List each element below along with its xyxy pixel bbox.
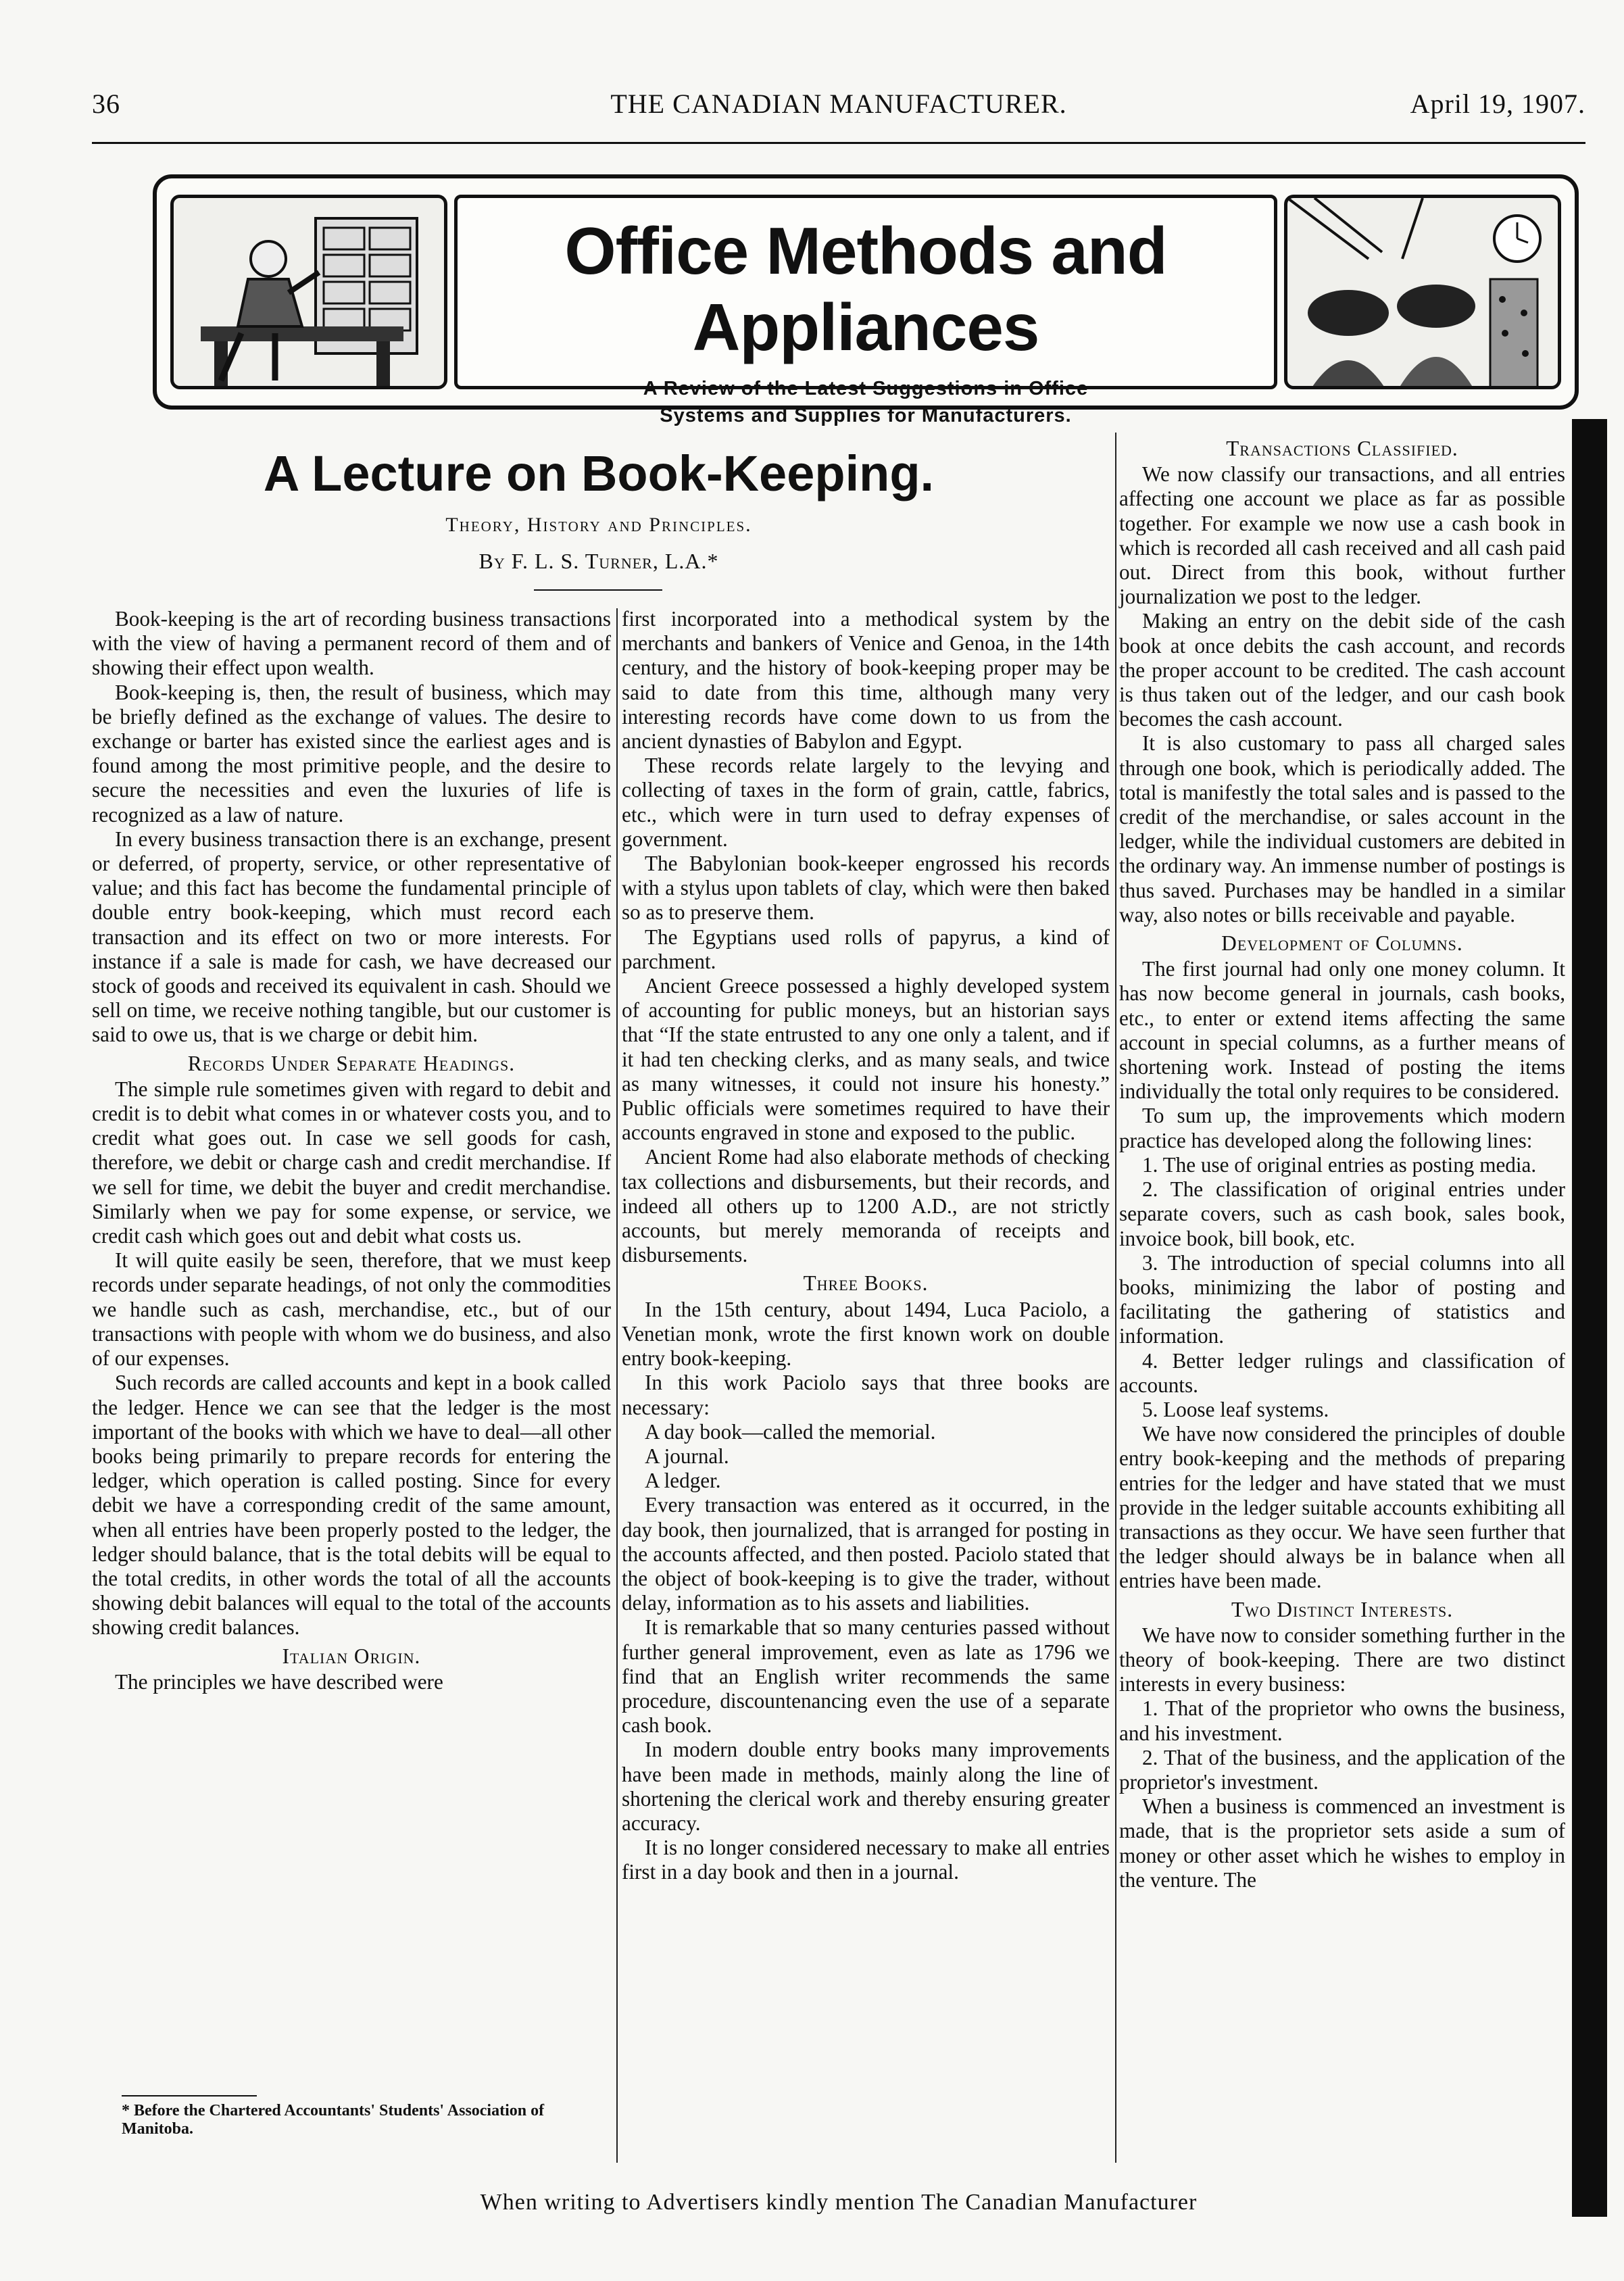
paragraph: first incorporated into a methodical system by the merchants and bankers of Venice and Genoa, in the 14th century, and the history of book-keeping proper may be said to date from this time, although many very interesting records have come down to us from the ancient dynasties of Babylon and Egypt.: [622, 607, 1110, 754]
section-banner: [153, 174, 1579, 426]
banner-subtitle-line1: A Review of the Latest Suggestions in Office: [643, 378, 1089, 399]
section-heading: Italian Origin.: [282, 1644, 421, 1668]
page-footer: When writing to Advertisers kindly mention The Canadian Manufacturer: [480, 2190, 1198, 2215]
paragraph: The Babylonian book-keeper engrossed his records with a stylus upon tablets of clay, which were then baked so as to preserve them.: [622, 852, 1110, 925]
workers-illustration-icon: [1287, 198, 1558, 389]
column-1: [92, 607, 611, 1694]
paragraph: The simple rule sometimes given with regard to debit and credit is to debit what comes in or whatever costs you, and to credit what goes out. In case we sell goods for cash, therefore, we debit or charge cash and credit merchandise. If we sell for time, we debit the buyer and credit merchandise. Similarly when we pay for some expense, or service, we credit cash which goes out and debit what costs us.: [92, 1077, 611, 1248]
section-heading: Records Under Separate Headings.: [187, 1051, 516, 1075]
list-item: 4. Better ledger rulings and classification of accounts.: [1119, 1348, 1565, 1397]
column-2: [622, 607, 1110, 1885]
paragraph: In this work Paciolo says that three books are necessary:: [622, 1371, 1110, 1419]
paragraph: Ancient Rome had also elaborate methods of checking tax collections and disbursements, but their records, and indeed all others up to 1200 A.D., are not strictly accounts, but merely memoranda of receipts and disbursements.: [622, 1145, 1110, 1267]
section-heading: Transactions Classified.: [1226, 437, 1458, 460]
list-item: A journal.: [645, 1444, 729, 1468]
paragraph: In modern double entry books many improvements have been made in methods, mainly along the line of shortening the clerical work and thereby ensuring greater accuracy.: [622, 1738, 1110, 1835]
list-item: 1. The use of original entries as posting media.: [1142, 1152, 1537, 1177]
paragraph: It will quite easily be seen, therefore, that we must keep records under separate headings, of not only the commodities we handle such as cash, merchandise, etc., but of our transactions with people with whom we do business, and also of our expenses.: [92, 1248, 611, 1371]
byline-rule: [534, 589, 662, 591]
paragraph: When a business is commenced an investment is made, that is the proprietor sets aside a sum of money or other asset which he wishes to employ in the venture. The: [1119, 1794, 1565, 1892]
list-item: A day book—called the memorial.: [645, 1419, 936, 1444]
paragraph: Every transaction was entered as it occurred, in the day book, then journalized, that is arranged for posting in the accounts affected, and then posted. Paciolo stated that the object of book-keeping is to give the trader, without delay, information as to his assets and liabilities.: [622, 1493, 1110, 1615]
column-3: [1119, 433, 1565, 1892]
paragraph: Such records are called accounts and kept in a book called the ledger. Hence we can see that the ledger is the most important of the books with which we have to deal—all other books being primarily to prepare records for entering the ledger, which operation is called posting. Since for every debit we have a corresponding credit of the same amount, when all entries have been properly posted to the ledger, the ledger should balance, that is the total debits will be equal to the total credits, in other words the total of all the accounts showing debit balances will equal to the total of the accounts showing credit balances.: [92, 1371, 611, 1640]
clerk-at-desk-illustration: [170, 195, 447, 389]
paragraph: We have now to consider something further in the theory of book-keeping. There are two distinct interests in every business:: [1119, 1623, 1565, 1696]
paragraph: Making an entry on the debit side of the cash book at once debits the cash account, and records the proper account to be credited. The cash account is thus taken out of the ledger, and our cash book becomes the cash account.: [1119, 609, 1565, 731]
paragraph: Book-keeping is the art of recording business transactions with the view of having a permanent record of them and of showing their effect upon wealth.: [92, 607, 611, 680]
list-item: 5. Loose leaf systems.: [1142, 1397, 1329, 1421]
section-heading: Two Distinct Interests.: [1231, 1597, 1454, 1621]
paragraph: We now classify our transactions, and all entries affecting one account we place as far as possible together. For example we now use a cash book in which is recorded all cash received and all cash paid out. Direct from this book, without further journalization we post to the ledger.: [1119, 462, 1565, 609]
section-heading: Three Books.: [803, 1271, 929, 1296]
paragraph: It is no longer considered necessary to make all entries first in a day book and then in a journal.: [622, 1836, 1110, 1884]
paragraph: To sum up, the improvements which modern practice has developed along the following lines:: [1119, 1104, 1565, 1152]
article-byline: By F. L. S. Turner, L.A.*: [478, 549, 719, 573]
issue-date: April 19, 1907.: [1410, 89, 1585, 119]
publication-title: THE CANADIAN MANUFACTURER.: [610, 89, 1067, 119]
list-item: A ledger.: [645, 1469, 721, 1493]
list-item: 1. That of the proprietor who owns the business, and his investment.: [1119, 1696, 1565, 1745]
paragraph: We have now considered the principles of double entry book-keeping and the methods of preparing entries for the ledger and have stated that we must provide in the ledger suitable accounts exhibiting all transactions as they occur. We have seen further that the ledger should always be in balance when all entries have been made.: [1119, 1422, 1565, 1593]
footnote: * Before the Chartered Accountants' Students' Association of Manitoba.: [122, 2102, 545, 2138]
article-title: A Lecture on Book-Keeping.: [263, 445, 935, 501]
paragraph: The Egyptians used rolls of papyrus, a kind of parchment.: [622, 925, 1110, 973]
paragraph: In every business transaction there is an exchange, present or deferred, of property, service, or other representative of value; and this fact has become the fundamental principle of double entry book-keeping, which must record each transaction and its effect on two or more interests. For instance if a sale is made for cash, we have decreased our stock of goods and received its equivalent in cash. Should we sell on time, we receive nothing tangible, but our customer is said to owe us, that is we charge or debit him.: [92, 827, 611, 1047]
running-head: [92, 88, 1585, 135]
section-heading: Development of Columns.: [1221, 931, 1463, 956]
banner-subtitle-line2: Systems and Supplies for Manufacturers.: [660, 405, 1072, 426]
column-rule-1: [616, 608, 618, 2163]
paragraph: Ancient Greece possessed a highly developed system of accounting for public moneys, but an historian says that “If the state entrusted to any one only a talent, and if it had ten checking clerks, and as many seals, and twice as many witnesses, it could not insure his honesty.” Public officials were sometimes required to have their accounts engraved in stone and exposed to the public.: [622, 974, 1110, 1145]
page-number: 36: [92, 89, 120, 119]
list-item: 2. The classification of original entries under separate covers, such as cash book, sales book, invoice book, bill book, etc.: [1119, 1177, 1565, 1250]
column-rule-2: [1115, 433, 1116, 2163]
paragraph: It is also customary to pass all charged sales through one book, which is periodically added. The total is manifestly the total sales and is passed to the credit of the merchandise, or sales account in the ledger, while the individual customers are debited in the ordinary way. An immense number of postings is thus saved. Purchases may be handled in a similar way, also notes or bills receivable and payable.: [1119, 731, 1565, 927]
paragraph: It is remarkable that so many centuries passed without further general improvement, even as late as 1796 we find that an English writer recommends the same procedure, discountenancing even the use of a separate cash book.: [622, 1615, 1110, 1738]
paragraph: Book-keeping is, then, the result of business, which may be briefly defined as the exchange of values. The desire to exchange or barter has existed since the earliest ages and is found among the most primitive people, and the desire to secure the necessities and even the luxuries of life is recognized as a law of nature.: [92, 680, 611, 827]
header-rule: [92, 142, 1585, 144]
paragraph: The principles we have described were: [115, 1669, 443, 1694]
clerk-illustration-icon: [174, 198, 444, 389]
paragraph: These records relate largely to the levying and collecting of taxes in the form of grain, cattle, fabrics, etc., which were in turn used to defray expenses of government.: [622, 754, 1110, 851]
footnote-rule: [122, 2095, 257, 2096]
scan-edge-shadow: [1572, 419, 1607, 2217]
banner-title: Office Methods and Appliances: [564, 214, 1167, 364]
banner-title-panel: [454, 195, 1277, 426]
paragraph: In the 15th century, about 1494, Luca Paciolo, a Venetian monk, wrote the first known work on double entry book-keeping.: [622, 1297, 1110, 1371]
factory-workers-illustration: [1284, 195, 1561, 389]
list-item: 2. That of the business, and the application of the proprietor's investment.: [1119, 1745, 1565, 1794]
list-item: 3. The introduction of special columns into all books, minimizing the labor of posting and facilitating the gathering of statistics and information.: [1119, 1250, 1565, 1348]
paragraph: The first journal had only one money column. It has now become general in journals, cash books, etc., to enter or extend items affecting the same account in special columns, as a further means of shortening work. Instead of posting the items individually the total only requires to be considered.: [1119, 957, 1565, 1104]
article-subtitle: Theory, History and Principles.: [445, 514, 752, 536]
